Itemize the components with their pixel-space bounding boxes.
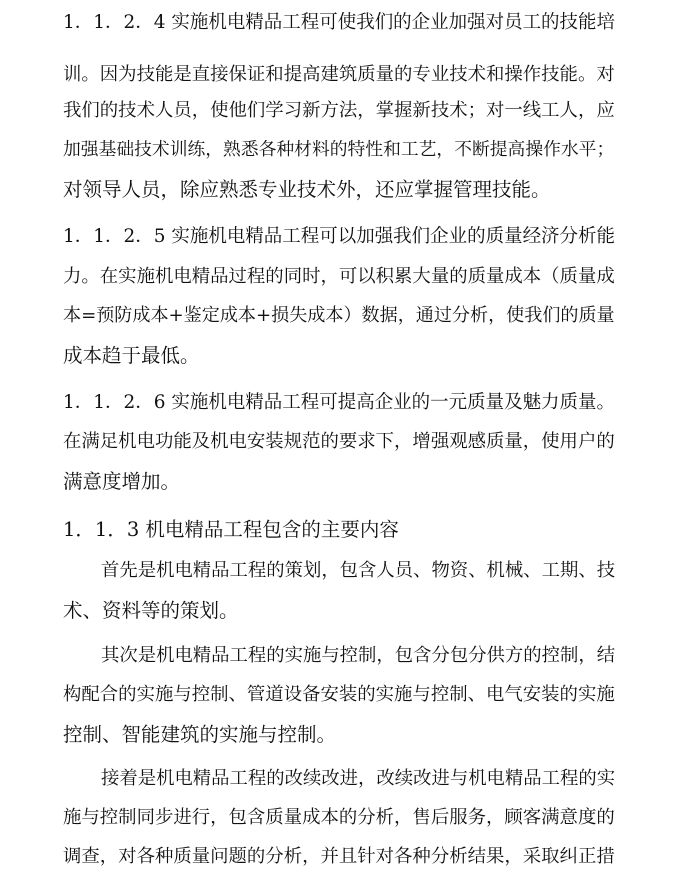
text-line: 施与控制同步进行，包含质量成本的分析，售后服务，顾客满意度的	[63, 807, 615, 828]
text-line: 1．1．2．5 实施机电精品工程可以加强我们企业的质量经济分析能	[63, 226, 615, 247]
text-line: 满意度增加。	[63, 470, 181, 493]
text-line: 加强基础技术训练，熟悉各种材料的特性和工艺，不断提高操作水平；	[63, 139, 615, 160]
text-line: 1．1．2．4 实施机电精品工程可使我们的企业加强对员工的技能培	[63, 12, 615, 33]
text-line: 训。因为技能是直接保证和提高建筑质量的专业技术和操作技能。对	[63, 64, 615, 85]
text-line: 调查，对各种质量问题的分析，并且针对各种分析结果，采取纠正措	[63, 846, 615, 867]
text-line: 1．1．2．6 实施机电精品工程可提高企业的一元质量及魅力质量。	[63, 392, 615, 413]
heading-text: 1．1．3 机电精品工程包含的主要内容	[63, 518, 399, 541]
text-line: 力。在实施机电精品过程的同时，可以积累大量的质量成本（质量成	[63, 266, 615, 287]
text-line: 首先是机电精品工程的策划，包含人员、物资、机械、工期、技	[101, 560, 616, 581]
text-line: 我们的技术人员，使他们学习新方法，掌握新技术；对一线工人，应	[63, 100, 615, 121]
text-line: 其次是机电精品工程的实施与控制，包含分包分供方的控制，结	[101, 645, 616, 666]
text-line: 对领导人员，除应熟悉专业技术外，还应掌握管理技能。	[63, 178, 551, 201]
text-line: 构配合的实施与控制、管道设备安装的实施与控制、电气安装的实施	[63, 684, 615, 705]
text-line: 术、资料等的策划。	[63, 599, 239, 622]
text-line: 在满足机电功能及机电安装规范的要求下，增强观感质量，使用户的	[63, 431, 615, 452]
text-line: 本=预防成本+鉴定成本+损失成本）数据，通过分析，使我们的质量	[63, 305, 615, 326]
text-line: 控制、智能建筑的实施与控制。	[63, 723, 337, 746]
text-line: 接着是机电精品工程的改续改进，改续改进与机电精品工程的实	[101, 768, 616, 789]
text-line: 成本趋于最低。	[63, 344, 200, 367]
